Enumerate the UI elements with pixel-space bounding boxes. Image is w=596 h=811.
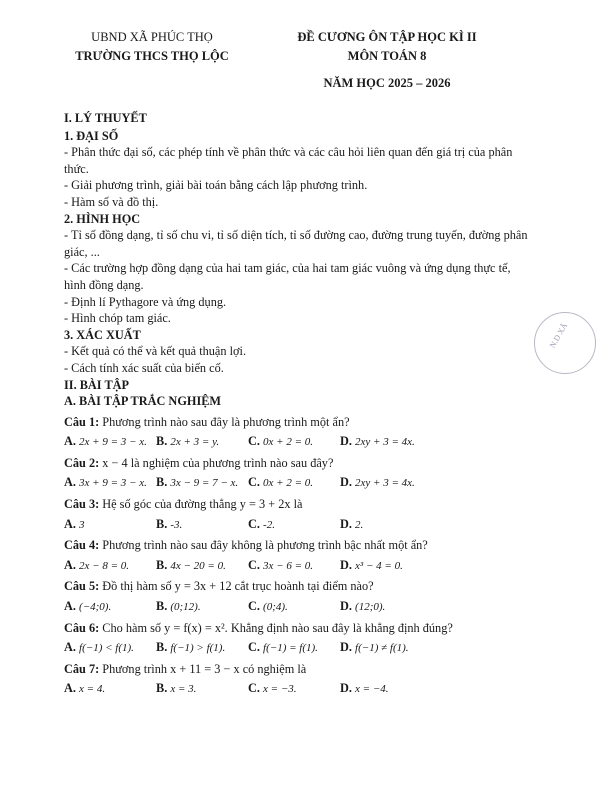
option-value: -2. [263,518,275,531]
option-value: 0x + 2 = 0. [263,436,314,449]
answer-option [340,474,432,492]
option-value: 3 [79,518,85,531]
question-text: Hệ số góc của đường thẳng y = 3 + 2x là [102,497,303,512]
geometry-item: - Hình chóp tam giác. [64,311,171,326]
question-text: Phương trình nào sau đây là phương trình một ẩn? [102,414,350,429]
answer-option [64,474,156,492]
question-stem [64,661,534,678]
algebra-title: 1. ĐẠI SỐ [64,128,119,143]
option-letter: C. [248,516,260,531]
option-letter: D. [340,516,352,531]
question-label: Câu 7: [64,661,100,676]
answer-option [340,516,432,534]
option-value: x = 4. [79,683,106,696]
option-value: 3x − 6 = 0. [263,559,314,572]
option-value: x = −4. [355,683,389,696]
option-value: 2x + 3 = y. [170,436,220,449]
question-text: x − 4 là nghiệm của phương trình nào sau đây? [102,455,334,470]
option-letter: B. [156,557,168,572]
question-label: Câu 4: [64,538,100,553]
question-label: Câu 1: [64,414,100,429]
question-item [64,414,534,451]
question-item [64,537,534,574]
geometry-item: - Tỉ số đồng dạng, tỉ số chu vi, tỉ số diện tích, tỉ số đường cao, đường trung tuyến, đường phân giác, ... [64,228,528,259]
option-letter: B. [156,599,168,614]
question-stem [64,537,534,554]
algebra-item: - Hàm số và đồ thị. [64,194,159,209]
question-stem [64,455,534,472]
answer-options [64,557,534,575]
option-value: (0;12). [170,601,201,614]
geometry-item: - Các trường hợp đồng dạng của hai tam giác, của hai tam giác vuông và ứng dụng thực tế, hình đồng dạng. [64,261,511,292]
option-letter: B. [156,681,168,696]
option-letter: A. [64,434,76,449]
option-letter: C. [248,434,260,449]
option-value: x = 3. [170,683,197,696]
answer-option [156,557,248,575]
option-letter: D. [340,599,352,614]
question-label: Câu 2: [64,455,100,470]
answer-option [64,433,156,451]
answer-option [340,639,432,657]
option-value: x³ − 4 = 0. [355,559,403,572]
option-letter: B. [156,434,168,449]
question-stem [64,620,534,637]
option-letter: D. [340,434,352,449]
answer-option [340,680,432,698]
option-letter: D. [340,681,352,696]
option-value: 2x + 9 = 3 − x. [79,436,147,449]
option-value: f(−1) > f(1). [170,642,226,655]
question-text: Phương trình x + 11 = 3 − x có nghiệm là [102,661,307,676]
algebra-item: - Giải phương trình, giải bài toán bằng cách lập phương trình. [64,178,368,193]
option-letter: C. [248,681,260,696]
option-value: f(−1) = f(1). [263,642,318,655]
question-label: Câu 6: [64,620,100,635]
probability-item: - Kết quả có thể và kết quả thuận lợi. [64,344,247,359]
option-letter: D. [340,475,352,490]
option-value: 4x − 20 = 0. [170,559,226,572]
question-item [64,496,534,533]
option-value: 3x + 9 = 3 − x. [79,477,147,490]
option-value: 3x − 9 = 7 − x. [170,477,239,490]
answer-option [64,516,156,534]
question-stem [64,414,534,431]
answer-option [156,680,248,698]
option-letter: A. [64,516,76,531]
option-letter: C. [248,640,260,655]
answer-option [248,557,340,575]
school-name: TRƯỜNG THCS THỌ LỘC [75,49,229,63]
option-value: (12;0). [355,601,386,614]
probability-title: 3. XÁC XUẤT [64,327,141,342]
answer-option [340,433,432,451]
question-text: Cho hàm số y = f(x) = x². Khẳng định nào sau đây là khẳng định đúng? [102,620,453,635]
answer-options [64,474,534,492]
answer-option [156,598,248,616]
question-stem [64,578,534,595]
option-value: f(−1) ≠ f(1). [355,642,409,655]
option-letter: D. [340,557,352,572]
district-name: UBND XÃ PHÚC THỌ [91,30,213,44]
question-text: Đồ thị hàm số y = 3x + 12 cắt trục hoành tại điểm nào? [102,579,374,594]
algebra-item: - Phân thức đại số, các phép tính về phân thức và các câu hỏi liên quan đến giá trị của phân thức. [64,145,513,176]
subject-name: MÔN TOÁN 8 [347,49,427,63]
option-value: 2x − 8 = 0. [79,559,130,572]
option-value: -3. [170,518,183,531]
theory-title: I. LÝ THUYẾT [64,111,147,125]
answer-option [248,639,340,657]
seal-stamp: N.D XÃ [534,312,596,374]
option-value: f(−1) < f(1). [79,642,134,655]
option-letter: A. [64,475,76,490]
answer-options [64,639,534,657]
answer-option [64,680,156,698]
answer-option [156,433,248,451]
option-letter: B. [156,640,168,655]
answer-option [156,474,248,492]
answer-options [64,433,534,451]
option-value: 2xy + 3 = 4x. [355,477,415,490]
answer-option [248,474,340,492]
answer-options [64,516,534,534]
question-label: Câu 3: [64,497,100,512]
option-letter: A. [64,599,76,614]
exercises-title: II. BÀI TẬP [64,377,130,392]
question-item [64,455,534,492]
question-item [64,578,534,615]
answer-option [156,639,248,657]
answer-options [64,680,534,698]
option-letter: A. [64,640,76,655]
header-left [52,28,252,66]
option-value: 2. [355,518,364,531]
option-letter: C. [248,475,260,490]
question-item [64,620,534,657]
option-letter: D. [340,640,352,655]
answer-options [64,598,534,616]
option-letter: B. [156,516,168,531]
school-year: NĂM HỌC 2025 – 2026 [323,76,451,90]
geometry-title: 2. HÌNH HỌC [64,211,141,226]
answer-option [248,516,340,534]
option-letter: C. [248,557,260,572]
answer-option [156,516,248,534]
answer-option [340,557,432,575]
answer-option [64,557,156,575]
question-text: Phương trình nào sau đây không là phương trình bậc nhất một ẩn? [102,538,428,553]
document-title: ĐỀ CƯƠNG ÔN TẬP HỌC KÌ II [297,30,477,44]
header-right [272,28,502,93]
option-letter: B. [156,475,168,490]
answer-option [64,639,156,657]
document-body [64,110,534,701]
option-letter: A. [64,681,76,696]
option-value: x = −3. [263,683,297,696]
answer-option [248,433,340,451]
answer-option [248,680,340,698]
answer-option [64,598,156,616]
question-list [64,414,534,698]
answer-option [248,598,340,616]
option-value: (0;4). [263,601,288,614]
probability-item: - Cách tính xác suất của biến cố. [64,360,224,375]
option-letter: A. [64,557,76,572]
option-value: 0x + 2 = 0. [263,477,314,490]
geometry-item: - Định lí Pythagore và ứng dụng. [64,294,227,309]
option-value: 2xy + 3 = 4x. [355,436,415,449]
question-stem [64,496,534,513]
question-item [64,661,534,698]
option-letter: C. [248,599,260,614]
question-label: Câu 5: [64,579,100,594]
option-value: (−4;0). [79,601,112,614]
answer-option [340,598,432,616]
multiple-choice-title: A. BÀI TẬP TRẮC NGHIỆM [64,394,222,409]
